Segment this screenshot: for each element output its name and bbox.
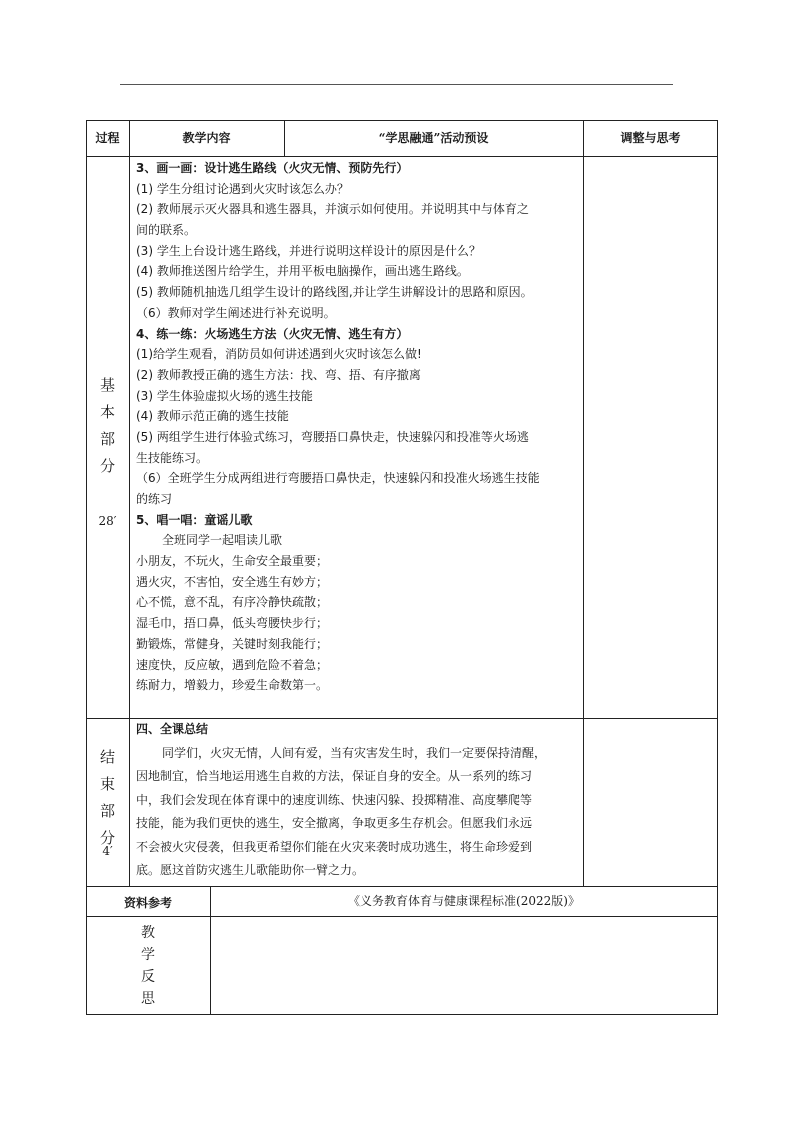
reference-text: 《义务教育体育与健康课程标准(2022版)》 bbox=[348, 894, 580, 908]
basic-content-line: (5) 教师随机抽选几组学生设计的路线图,并让学生讲解设计的思路和原因。 bbox=[136, 285, 533, 300]
basic-content-line: 勤锻炼，常健身，关键时刻我能行； bbox=[136, 636, 329, 651]
header-content: 教学内容 bbox=[182, 131, 231, 145]
basic-content-line: (3) 学生体验虚拟火场的逃生技能 bbox=[136, 388, 313, 403]
adjust-column-divider bbox=[583, 120, 584, 886]
basic-content-line: 全班同学一起唱读儿歌 bbox=[162, 533, 283, 548]
basic-content-line: 5、唱一唱：童谣儿歌 bbox=[136, 512, 253, 527]
reflection-label-char: 反 bbox=[141, 969, 155, 985]
basic-content-line: 间的联系。 bbox=[136, 223, 197, 238]
end-label-char: 束 bbox=[99, 775, 115, 793]
basic-section-content bbox=[136, 158, 580, 696]
basic-content-line: (2) 教师展示灭火器具和逃生器具，并演示如何使用。并说明其中与体育之 bbox=[136, 202, 529, 217]
basic-content-line: （6）全班学生分成两组进行弯腰捂口鼻快走，快速躲闪和投准火场逃生技能 bbox=[136, 471, 540, 486]
basic-content-line: 心不慌，意不乱，有序冷静快疏散； bbox=[136, 595, 329, 610]
summary-line: 中，我们会发现在体育课中的速度训练、快速闪躲、投掷精准、高度攀爬等 bbox=[136, 792, 533, 807]
process-column-divider bbox=[129, 120, 130, 886]
reference-reflection-divider bbox=[86, 916, 718, 917]
basic-label-char: 本 bbox=[99, 403, 115, 421]
reflection-label-char: 教 bbox=[141, 925, 155, 941]
basic-content-line: (1) 学生分组讨论遇到火灾时该怎么办？ bbox=[136, 181, 349, 196]
end-label-char: 部 bbox=[99, 802, 115, 820]
summary-line: 技能，能为我们更快的逃生，安全撤离，争取更多生存机会。但愿我们永远 bbox=[136, 816, 533, 830]
basic-content-line: 生技能练习。 bbox=[136, 450, 209, 465]
basic-content-line: (3) 学生上台设计逃生路线，并进行说明这样设计的原因是什么？ bbox=[136, 243, 481, 258]
summary-line: 因地制宜，恰当地运用逃生自救的方法，保证自身的安全。从一系列的练习 bbox=[136, 769, 533, 783]
basic-content-line: 遇火灾，不害怕，安全逃生有妙方； bbox=[136, 574, 329, 589]
basic-content-line: (5) 两组学生进行体验式练习，弯腰捂口鼻快走，快速躲闪和投准等火场逃 bbox=[136, 429, 529, 444]
reflection-label-char: 学 bbox=[141, 947, 155, 963]
basic-content-line: 3、画一画：设计逃生路线（火灾无情、预防先行） bbox=[136, 161, 409, 175]
basic-content-line: 速度快，反应敏，遇到危险不着急； bbox=[136, 657, 329, 672]
end-label-char: 分 bbox=[99, 829, 115, 847]
basic-content-line: 小朋友，不玩火，生命安全最重要； bbox=[136, 554, 329, 569]
header-rule bbox=[120, 84, 673, 85]
end-section-content bbox=[136, 718, 580, 883]
basic-duration: 28′ bbox=[98, 514, 117, 528]
basic-content-line: 4、练一练：火场逃生方法（火灾无情、逃生有方） bbox=[136, 326, 409, 341]
basic-label-char: 部 bbox=[99, 430, 115, 448]
end-duration: 4′ bbox=[102, 844, 113, 858]
basic-content-line: (4) 教师推送图片给学生，并用平板电脑操作，画出逃生路线。 bbox=[136, 264, 469, 279]
basic-content-line: （6）教师对学生阐述进行补充说明。 bbox=[136, 305, 336, 320]
basic-content-line: (1)给学生观看，消防员如何讲述遇到火灾时该怎么做! bbox=[136, 347, 422, 362]
header-process: 过程 bbox=[95, 131, 120, 145]
end-section-label bbox=[86, 744, 129, 852]
summary-line: 不会被火灾侵袭，但我更希望你们能在火灾来袭时成功逃生，将生命珍爱到 bbox=[136, 839, 533, 854]
header-activity: “学思融通”活动预设 bbox=[378, 131, 489, 145]
summary-line: 底。愿这首防灾逃生儿歌能助你一臂之力。 bbox=[136, 863, 365, 877]
reflection-label-char: 思 bbox=[141, 991, 155, 1007]
basic-content-line: 的练习 bbox=[136, 492, 173, 506]
end-reference-divider bbox=[86, 886, 718, 887]
header-row-divider bbox=[86, 156, 718, 157]
end-label-char: 结 bbox=[99, 748, 115, 766]
header-adjust: 调整与思考 bbox=[620, 131, 681, 145]
basic-section-label bbox=[86, 372, 129, 480]
summary-line: 四、全课总结 bbox=[136, 722, 209, 736]
basic-label-char: 基 bbox=[99, 376, 115, 394]
reflection-label bbox=[86, 922, 210, 1010]
reference-label: 资料参考 bbox=[123, 896, 172, 910]
basic-content-line: 湿毛巾，捂口鼻，低头弯腰快步行； bbox=[136, 616, 329, 631]
summary-line: 同学们，火灾无情，人间有爱，当有灾害发生时，我们一定要保持清醒， bbox=[162, 745, 547, 760]
basic-label-char: 分 bbox=[99, 457, 115, 475]
basic-content-line: (2) 教师教授正确的逃生方法：找、弯、捂、有序撤离 bbox=[136, 367, 421, 382]
basic-content-line: 练耐力，增毅力，珍爱生命数第一。 bbox=[136, 678, 329, 693]
basic-content-line: (4) 教师示范正确的逃生技能 bbox=[136, 409, 289, 424]
